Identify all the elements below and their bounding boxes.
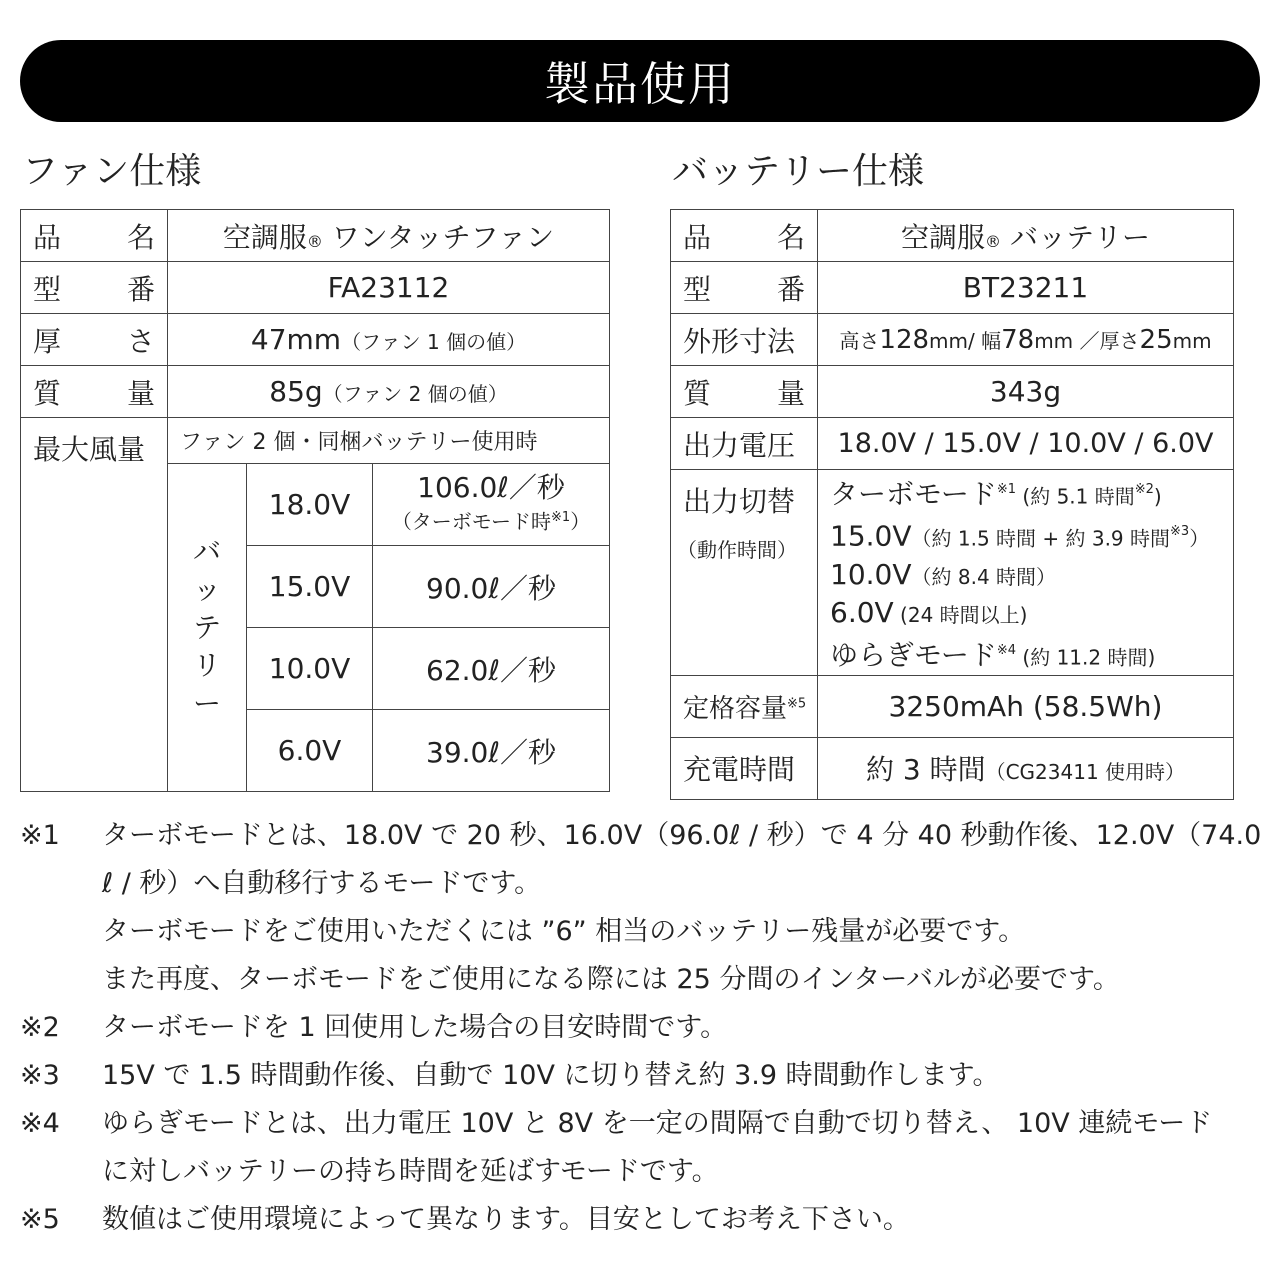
battery-mode-line: ゆらぎモード$^{※4}$ (約 11.2 時間) [830,637,1156,671]
battery-row-weight: 質 量 343g [671,366,1234,418]
battery-spec-table [670,209,1234,800]
footnotes [20,812,1265,1244]
battery-row-output-switch: 出力切替 （動作時間） ターボモード$^{※1}$ (約 5.1 時間$^{※2}$) 15.0V（約 1.5 時間 + 約 3.9 時間$^{※3}$） 10.0V（約 8.4 時間） 6.0V (24 時間以上) ゆらぎモード$^{※4}$ (約 11.2 時間) [671,470,1234,676]
fan-airflow-value: 90.0ℓ／秒 [373,546,610,628]
battery-charge-value: 約 3 時間（CG23411 使用時） [818,737,1234,799]
footnote: ※3 15V で 1.5 時間動作後、自動で 10V に切り替え約 3.9 時間動作します。 [20,1060,1000,1091]
fan-airflow-voltage: 15.0V [247,546,373,628]
fan-airflow-label: 最大風量 [21,418,168,792]
battery-model-value: BT23211 [818,262,1234,314]
banner-title: 製品使用 [544,57,736,111]
fan-name-value: 空調服® ワンタッチファン [168,210,610,262]
page-banner [20,40,1260,122]
battery-row-charge: 充電時間 約 3 時間（CG23411 使用時） [671,737,1234,799]
battery-modes [818,470,1234,676]
fan-model-value: FA23112 [168,262,610,314]
fan-airflow-value: 62.0ℓ／秒 [373,628,610,710]
fan-row-weight: 質 量 85g（ファン 2 個の値） [21,366,610,418]
footnote: ※5 数値はご使用環境によって異なります。目安としてお考え下さい。 [20,1204,910,1235]
fan-row-model: 型 番 FA23112 [21,262,610,314]
battery-row-capacity: 定格容量$^{※5}$ 3250mAh (58.5Wh) [671,675,1234,737]
fan-airflow-voltage: 18.0V [247,464,373,546]
fan-weight-value: 85g（ファン 2 個の値） [168,366,610,418]
battery-mode-line: 10.0V（約 8.4 時間） [830,557,1057,591]
fan-row-thickness: 厚 さ 47mm（ファン 1 個の値） [21,314,610,366]
battery-mode-line: 15.0V（約 1.5 時間 + 約 3.9 時間$^{※3}$） [830,519,1210,553]
battery-mode-line: ターボモード$^{※1}$ (約 5.1 時間$^{※2}$) [830,477,1162,511]
footnote: ※4 ゆらぎモードとは、出力電圧 10V と 8V を一定の間隔で自動で切り替え、 10V 連続モード に対しバッテリーの持ち時間を延ばすモードです。 [20,1108,1213,1187]
footnote: ※1 ターボモードとは、18.0V で 20 秒、16.0V（96.0ℓ / 秒）で 4 分 40 秒動作後、12.0V（74.0 ℓ / 秒）へ自動移行するモードです。 ターボモードをご使用いただくには ”6” 相当のバッテリー残量が必要です。 また再度、ターボモードをご使用になる際には 25 分間のインターバルが必要です。 [20,820,1262,995]
battery-row-dimensions: 外形寸法 高さ128mm/ 幅78mm ／厚さ25mm [671,314,1234,366]
battery-weight-value: 343g [818,366,1234,418]
battery-name-value: 空調服® バッテリー [818,210,1234,262]
fan-airflow-value: 39.0ℓ／秒 [373,710,610,792]
battery-row-name: 品 名 空調服® バッテリー [671,210,1234,262]
battery-row-model: 型 番 BT23211 [671,262,1234,314]
battery-row-output-voltage: 出力電圧 18.0V / 15.0V / 10.0V / 6.0V [671,418,1234,470]
fan-row-name: 品 名 空調服® ワンタッチファン [21,210,610,262]
battery-dimensions-value: 高さ128mm/ 幅78mm ／厚さ25mm [818,314,1234,366]
fan-spec-table [20,209,610,792]
fan-airflow-condition: ファン 2 個・同梱バッテリー使用時 [168,418,610,464]
fan-thickness-value: 47mm（ファン 1 個の値） [168,314,610,366]
fan-spec-title: ファン仕様 [22,151,202,192]
fan-airflow-voltage: 10.0V [247,628,373,710]
battery-spec-title: バッテリー仕様 [672,151,925,192]
battery-capacity-value: 3250mAh (58.5Wh) [818,675,1234,737]
fan-battery-vertical-label: バ ッ テ リ ー [168,464,247,792]
battery-mode-line: 6.0V (24 時間以上) [830,595,1028,629]
fan-airflow-value: 106.0ℓ／秒 （ターボモード時$^{※1}$） [373,464,610,546]
footnote: ※2 ターボモードを 1 回使用した場合の目安時間です。 [20,1012,728,1043]
fan-row-airflow-header [21,418,610,464]
fan-airflow-voltage: 6.0V [247,710,373,792]
battery-output-voltage-value: 18.0V / 15.0V / 10.0V / 6.0V [818,418,1234,470]
